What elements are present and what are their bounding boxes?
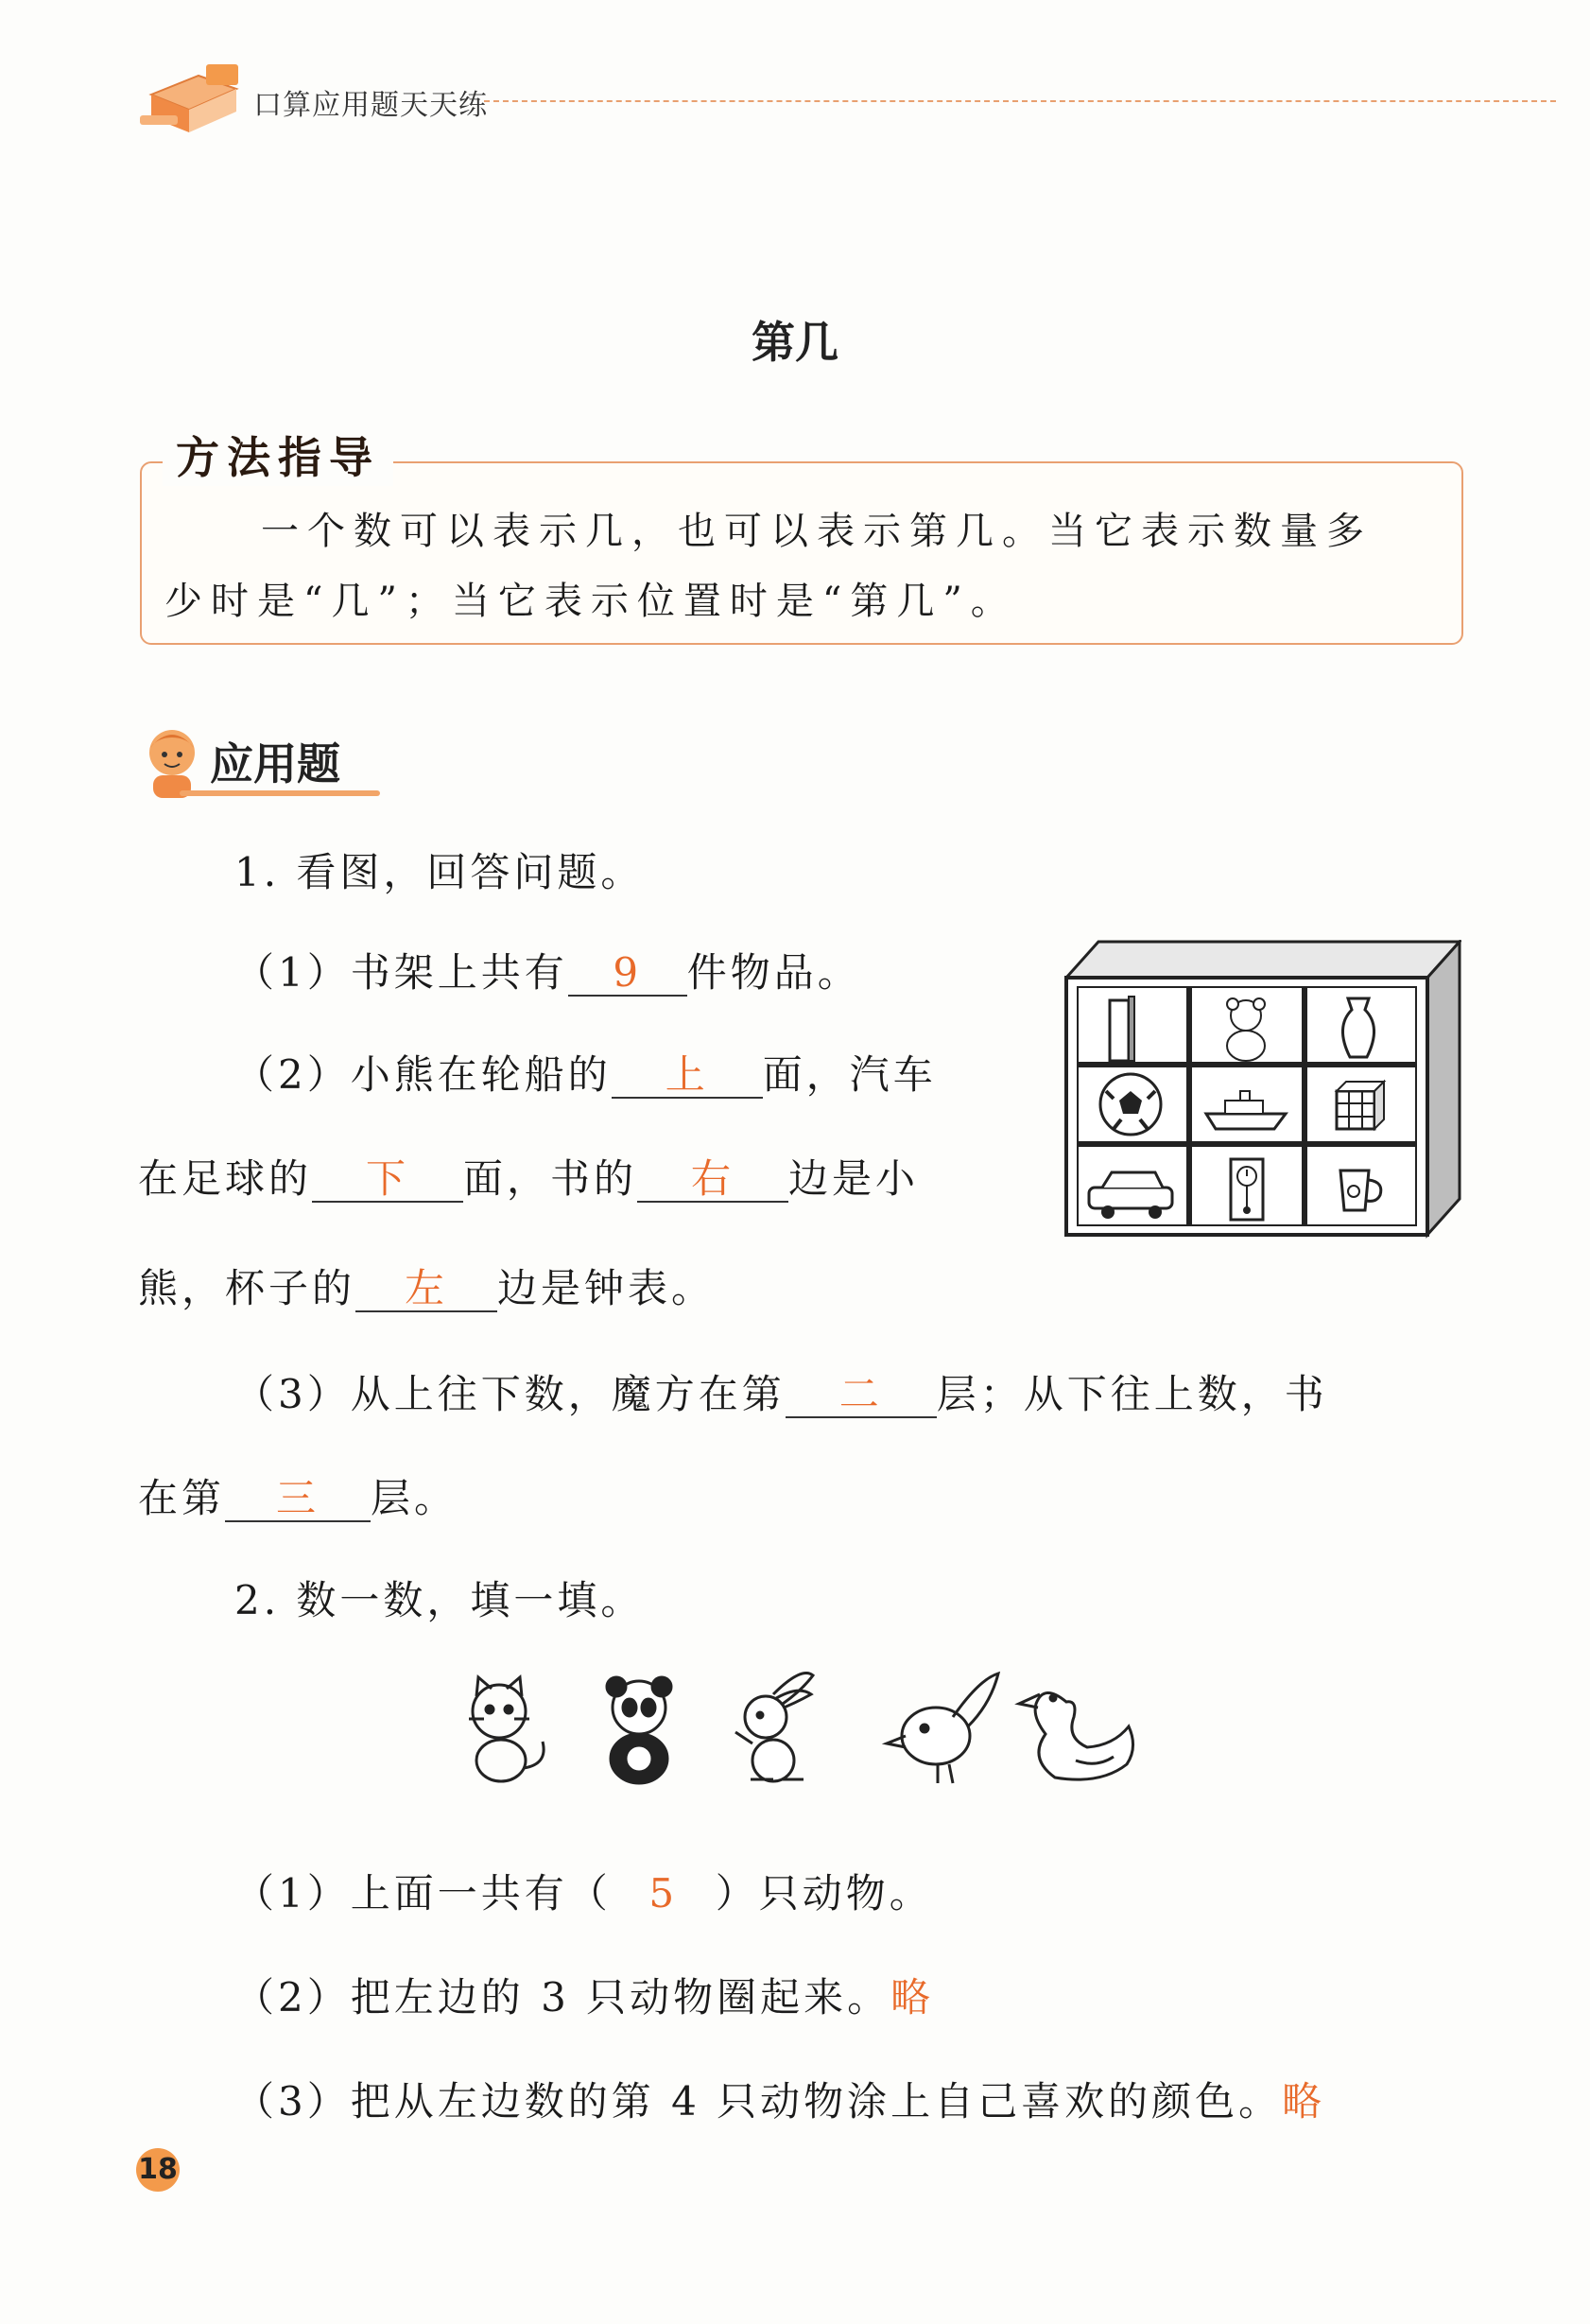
q1-p2-suffix: 面，汽车 xyxy=(762,1051,937,1098)
q2-p2-text: （2）把左边的 3 只动物圈起来。 xyxy=(234,1974,891,2020)
question-1-part-2-line-2 xyxy=(138,1148,919,1205)
q1-p2-prefix: （2）小熊在轮船的 xyxy=(234,1051,612,1098)
student-mascot-icon xyxy=(130,720,210,800)
panda-icon xyxy=(607,1677,671,1783)
q1-p1-answer-blank[interactable]: 9 xyxy=(568,951,687,997)
q2-p1-suffix: ）只动物。 xyxy=(715,1870,933,1916)
method-guide-label: 方法指导 xyxy=(163,424,393,486)
question-1-part-1 xyxy=(234,942,861,998)
q1-p3-answer-blank-1[interactable]: 二 xyxy=(786,1373,937,1418)
clock-icon xyxy=(1231,1159,1263,1220)
q1-p2-answer-blank-2[interactable]: 下 xyxy=(312,1157,463,1203)
q1-p2-answer-blank-4[interactable]: 左 xyxy=(355,1267,497,1312)
q1-p2-text-e: 边是钟表。 xyxy=(497,1265,716,1311)
q2-p2-answer[interactable]: 略 xyxy=(890,1974,935,2020)
q1-p2-text-a: 在足球的 xyxy=(138,1155,313,1202)
q1-p1-prefix: （1）书架上共有 xyxy=(234,949,568,996)
q1-p3-answer-blank-2[interactable]: 三 xyxy=(225,1477,371,1522)
page-number: 18 xyxy=(136,2148,180,2192)
animals-illustration xyxy=(461,1666,1142,1789)
q1-p1-suffix: 件物品。 xyxy=(686,949,861,996)
q1-p3-text-a: 在第 xyxy=(138,1475,226,1521)
q1-p2-text-c: 边是小 xyxy=(788,1155,920,1202)
q1-p3-suffix: 层；从下往上数，书 xyxy=(936,1371,1328,1417)
section-title: 应用题 xyxy=(210,738,340,789)
method-text-line-2: 少时是“几”；当它表示位置时是“第几”。 xyxy=(164,580,1017,623)
question-2-part-3 xyxy=(234,2071,1325,2127)
cat-icon xyxy=(469,1677,544,1781)
book-logo-icon xyxy=(132,57,255,144)
q1-p2-answer-blank-3[interactable]: 右 xyxy=(637,1157,788,1203)
header-divider xyxy=(484,100,1556,102)
q1-p3-text-b: 层。 xyxy=(371,1475,458,1521)
q1-p2-text-b: 面，书的 xyxy=(463,1155,638,1202)
question-1-part-3-line-2 xyxy=(138,1467,458,1524)
question-1-part-3-line-1 xyxy=(234,1363,1328,1420)
method-text-line-1: 一个数可以表示几，也可以表示第几。当它表示数量多 xyxy=(261,510,1373,553)
question-1-part-2-line-3 xyxy=(138,1257,715,1314)
bookshelf-illustration xyxy=(1064,940,1461,1242)
rubiks-cube-icon xyxy=(1337,1082,1384,1129)
question-1-part-2-line-1 xyxy=(234,1044,937,1101)
bird-icon xyxy=(887,1674,998,1783)
question-2-part-1 xyxy=(234,1863,933,1919)
question-2-title: 2. 数一数，填一填。 xyxy=(234,1577,645,1623)
question-2-part-2 xyxy=(234,1967,934,2023)
page-title: 第几 xyxy=(752,317,838,368)
section-underline xyxy=(180,790,380,796)
book-icon xyxy=(1110,997,1134,1061)
q1-p2-text-d: 熊，杯子的 xyxy=(138,1265,356,1311)
goose-icon xyxy=(1019,1692,1133,1779)
q1-p2-answer-blank-1[interactable]: 上 xyxy=(612,1053,763,1099)
rabbit-icon xyxy=(735,1674,813,1782)
q2-p3-answer[interactable]: 略 xyxy=(1282,2078,1326,2125)
q2-p1-answer[interactable]: 5 xyxy=(648,1870,679,1916)
question-1-title: 1. 看图，回答问题。 xyxy=(234,849,645,895)
q2-p1-prefix: （1）上面一共有（ xyxy=(234,1870,612,1916)
soccer-ball-icon xyxy=(1100,1074,1161,1135)
q2-p3-text: （3）把从左边数的第 4 只动物涂上自己喜欢的颜色。 xyxy=(234,2078,1283,2125)
series-title: 口算应用题天天练 xyxy=(253,89,488,122)
q1-p3-prefix: （3）从上往下数，魔方在第 xyxy=(234,1371,786,1417)
